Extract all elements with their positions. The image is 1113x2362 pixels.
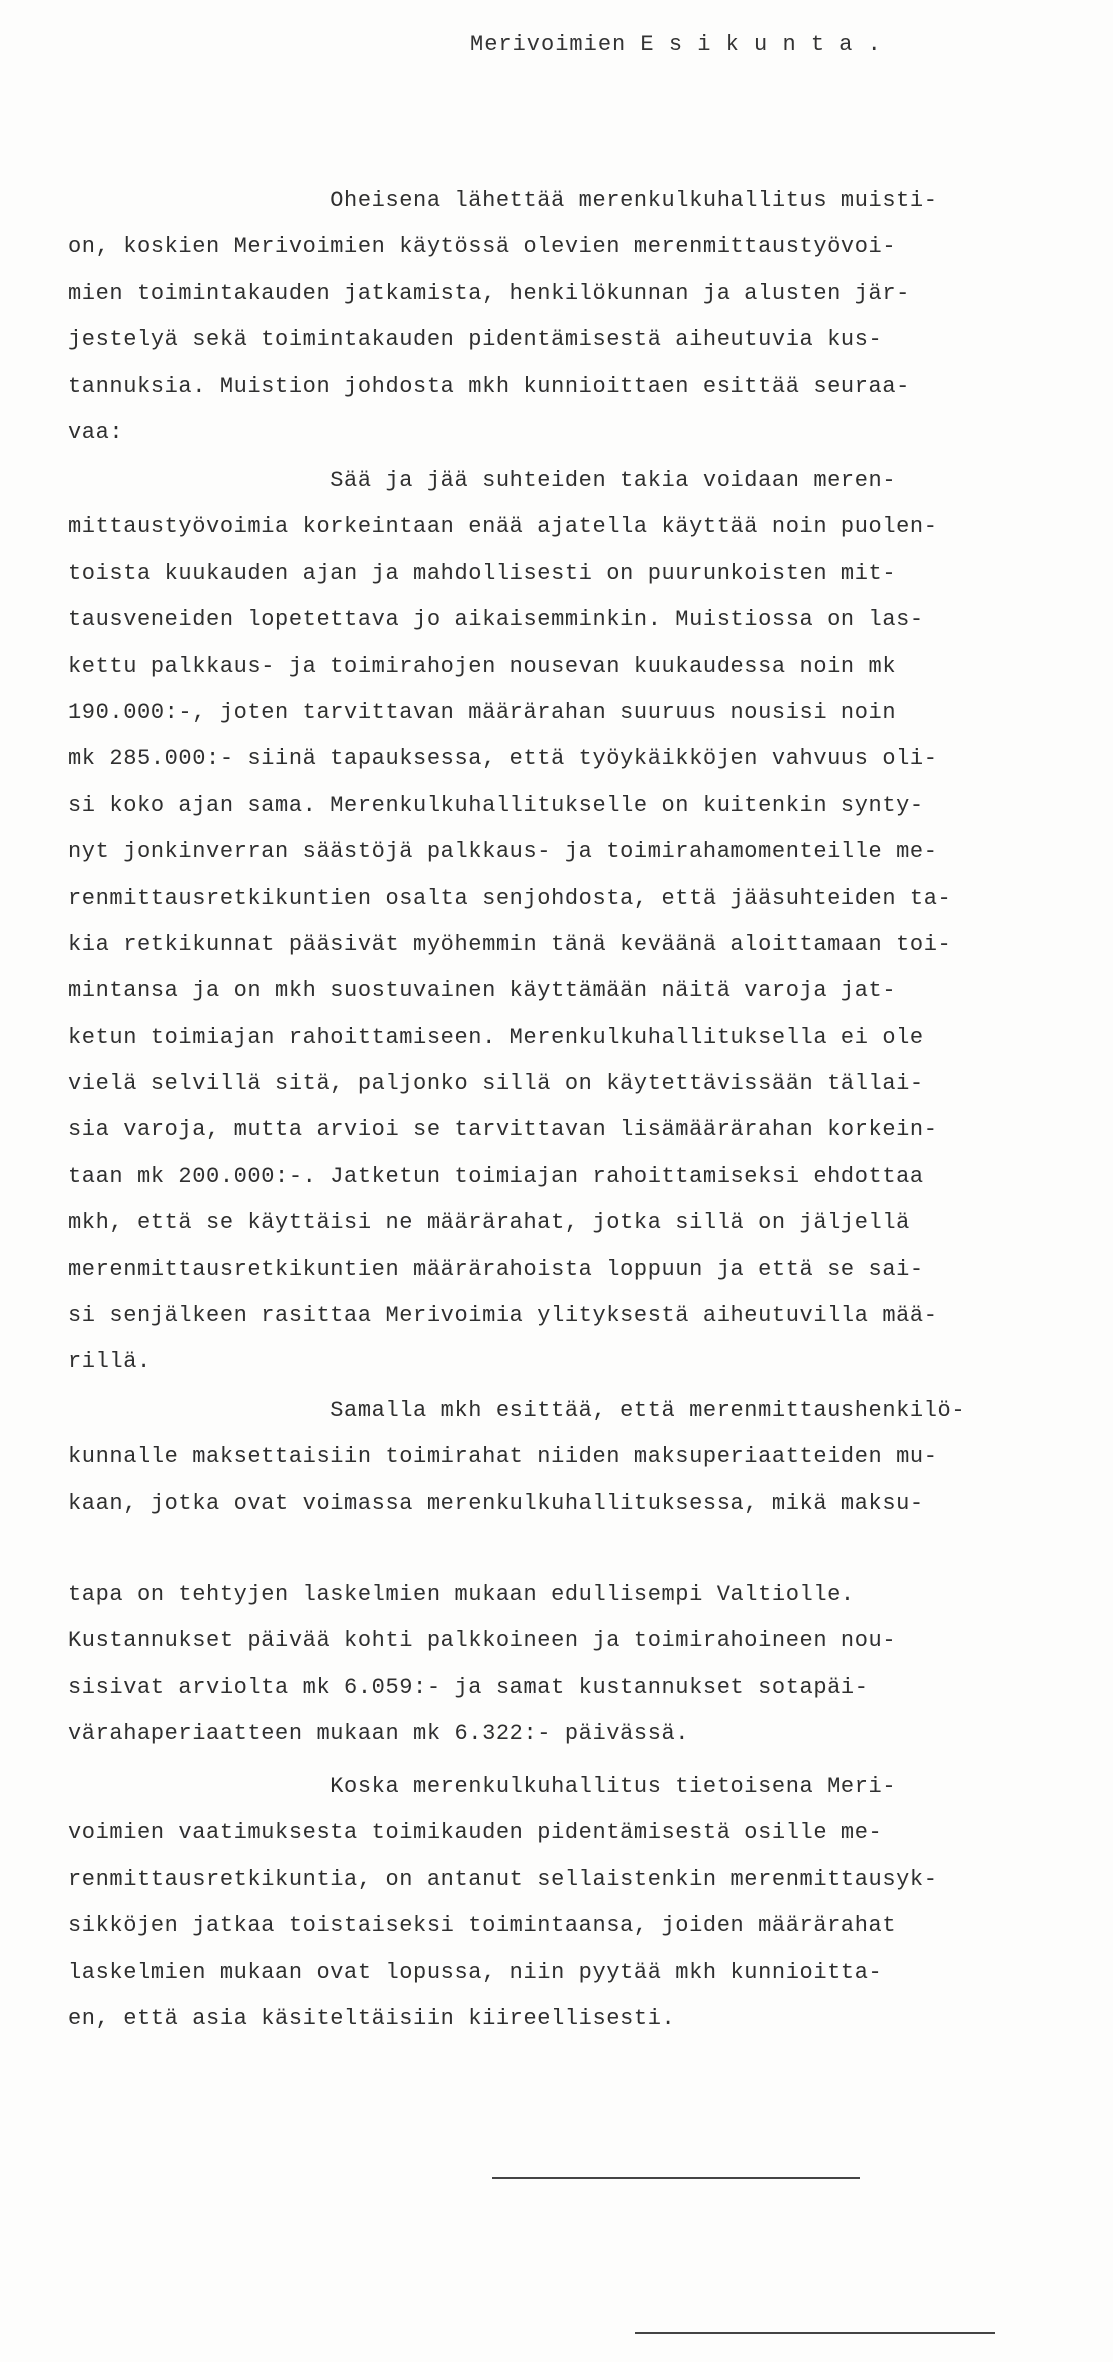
text-line: taan mk 200.000:-. Jatketun toimiajan rahoittamiseksi ehdottaa <box>68 1163 924 1189</box>
text-line: Oheisena lähettää merenkulkuhallitus muisti- <box>68 188 938 213</box>
text-line: tausveneiden lopetettava jo aikaisemminkin. Muistiossa on las- <box>68 607 924 633</box>
paragraph-request <box>68 1764 1058 2042</box>
text-line: voimien vaatimuksesta toimikauden pidentämisestä osille me- <box>68 1820 883 1846</box>
text-line: merenmittausretkikuntien määrärahoista loppuun ja että se sai- <box>68 1256 924 1282</box>
text-line: Sää ja jää suhteiden takia voidaan meren- <box>68 468 897 493</box>
text-line: sisivat arviolta mk 6.059:- ja samat kustannukset sotapäi- <box>68 1674 869 1700</box>
text-line: vaa: <box>68 419 124 445</box>
text-line: si senjälkeen rasittaa Merivoimia ylityksestä aiheutuvilla mää- <box>68 1303 938 1329</box>
text-line: mk 285.000:- siinä tapauksessa, että työykäikköjen vahvuus oli- <box>68 746 938 772</box>
text-line: kaan, jotka ovat voimassa merenkulkuhallituksessa, mikä maksu- <box>68 1490 924 1516</box>
signature-line <box>492 2177 860 2179</box>
text-line: nyt jonkinverran säästöjä palkkaus- ja toimirahamomenteille me- <box>68 839 938 865</box>
text-line: mkh, että se käyttäisi ne määrärahat, jotka sillä on jäljellä <box>68 1210 910 1236</box>
text-line: en, että asia käsiteltäisiin kiireellisesti. <box>68 2005 676 2031</box>
text-line: kunnalle maksettaisiin toimirahat niiden maksuperiaatteiden mu- <box>68 1444 938 1470</box>
text-line: sikköjen jatkaa toistaiseksi toimintaansa, joiden määrärahat <box>68 1913 897 1939</box>
paragraph-costs <box>68 1572 1058 1758</box>
text-line: ketun toimiajan rahoittamiseen. Merenkulkuhallituksella ei ole <box>68 1024 924 1050</box>
text-line: kettu palkkaus- ja toimirahojen nousevan kuukaudessa noin mk <box>68 653 897 679</box>
text-line: vielä selvillä sitä, paljonko sillä on käytettävissään tällai- <box>68 1071 924 1097</box>
text-line: 190.000:-, joten tarvittavan määrärahan suuruus nousisi noin <box>68 699 897 725</box>
text-line: Kustannukset päivää kohti palkkoineen ja toimirahoineen nou- <box>68 1628 897 1654</box>
text-line: Samalla mkh esittää, että merenmittaushenkilö- <box>68 1398 966 1423</box>
text-line: rillä. <box>68 1349 151 1375</box>
text-line: värahaperiaatteen mukaan mk 6.322:- päivässä. <box>68 1721 690 1747</box>
text-line: mittaustyövoimia korkeintaan enää ajatella käyttää noin puolen- <box>68 514 938 540</box>
paragraph-allowances <box>68 1388 1058 1527</box>
text-line: on, koskien Merivoimien käytössä olevien merenmittaustyövoi- <box>68 234 897 260</box>
text-line: renmittausretkikuntien osalta senjohdosta, että jääsuhteiden ta- <box>68 885 952 911</box>
text-line: jestelyä sekä toimintakauden pidentämisestä aiheutuvia kus- <box>68 327 883 353</box>
text-line: laskelmien mukaan ovat lopussa, niin pyytää mkh kunnioitta- <box>68 1959 883 1985</box>
document-header: Merivoimien E s i k u n t a . <box>470 32 882 57</box>
text-line: tannuksia. Muistion johdosta mkh kunnioittaen esittää seuraa- <box>68 373 910 399</box>
text-line: si koko ajan sama. Merenkulkuhallitukselle on kuitenkin synty- <box>68 792 924 818</box>
text-line: toista kuukauden ajan ja mahdollisesti on puurunkoisten mit- <box>68 560 897 586</box>
countersignature-line <box>635 2332 995 2334</box>
text-line: kia retkikunnat pääsivät myöhemmin tänä keväänä aloittamaan toi- <box>68 931 952 957</box>
paragraph-weather-conditions <box>68 458 1058 1386</box>
text-line: sia varoja, mutta arvioi se tarvittavan lisämäärärahan korkein- <box>68 1117 938 1143</box>
paragraph-intro <box>68 178 1058 456</box>
text-line: tapa on tehtyjen laskelmien mukaan edullisempi Valtiolle. <box>68 1582 855 1607</box>
text-line: mintansa ja on mkh suostuvainen käyttämään näitä varoja jat- <box>68 978 897 1004</box>
text-line: mien toimintakauden jatkamista, henkilökunnan ja alusten jär- <box>68 280 910 306</box>
text-line: Koska merenkulkuhallitus tietoisena Meri- <box>68 1774 897 1799</box>
text-line: renmittausretkikuntia, on antanut sellaistenkin merenmittausyk- <box>68 1866 938 1892</box>
